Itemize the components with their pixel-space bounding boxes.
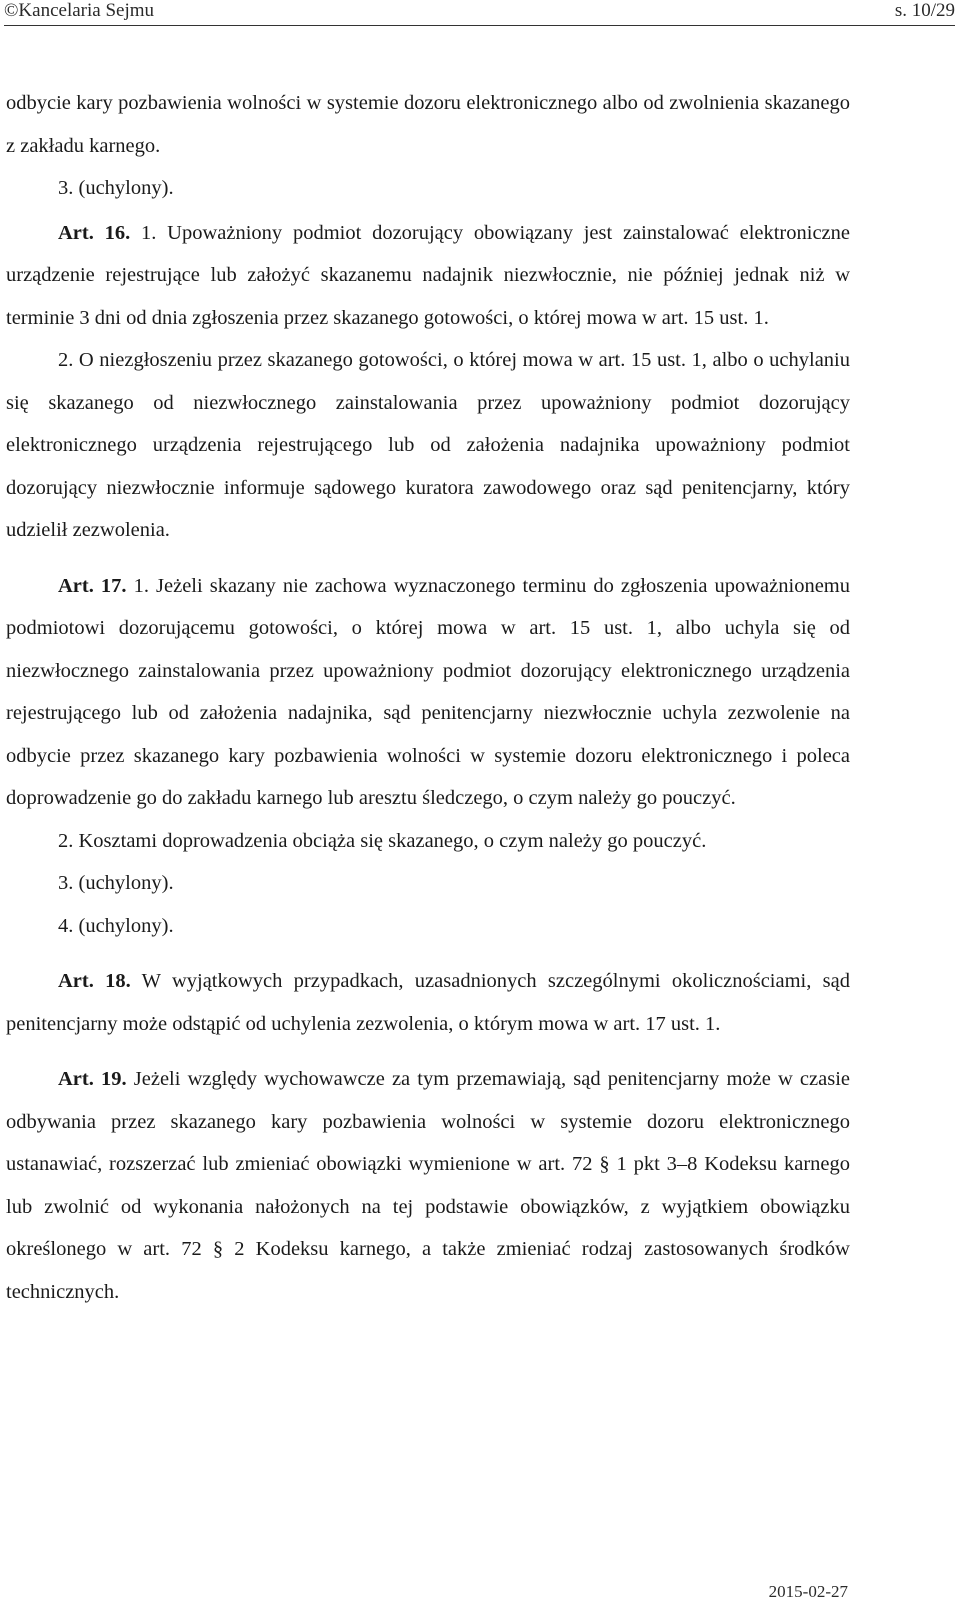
page-number: s. 10/29 <box>894 0 955 21</box>
paragraph-item <box>6 339 850 552</box>
paragraph-item <box>6 862 850 905</box>
paragraph-text: 1. Jeżeli skazany nie zachowa wyznaczonego terminu do zgłoszenia upoważnionemu podmiotowi dozorującemu gotowości, o której mowa w art. 15 ust. 1, albo uchyla się od niezwłocznego zainstalowania przez upoważniony podmiot dozorujący elektronicznego urządzenia rejestrującego lub od założenia nadajnika, sąd penitencjarny niezwłocznie uchyla zezwolenie na odbycie przez skazanego kary pozbawienia wolności w systemie dozoru elektronicznego i poleca doprowadzenie go do zakładu karnego lub aresztu śledczego, o czym należy go pouczyć. <box>6 574 850 809</box>
paragraph-text: odbycie kary pozbawienia wolności w systemie dozoru elektronicznego albo od zwolnienia skazanego z zakładu karnego. <box>6 92 850 157</box>
paragraph-text: 3. (uchylony). <box>58 872 174 894</box>
article-number: Art. 16. <box>58 221 131 244</box>
paragraph-item <box>6 820 850 863</box>
paragraph-text: 1. Upoważniony podmiot dozorujący obowiązany jest zainstalować elektroniczne urządzenie rejestrujące lub założyć skazanemu nadajnik niezwłocznie, nie później jednak niż w terminie 3 dni od dnia zgłoszenia przez skazanego gotowości, o której mowa w art. 15 ust. 1. <box>6 221 851 329</box>
page-footer <box>769 1582 848 1602</box>
copyright-label: ©Kancelaria Sejmu <box>4 0 155 21</box>
paragraph-text: Jeżeli względy wychowawcze za tym przemawiają, sąd penitencjarny może w czasie odbywania przez skazanego kary pozbawienia wolności w systemie dozoru elektronicznego ustanawiać, rozszerzać lub zmieniać obowiązki wymienione w art. 72 § 1 pkt 3–8 Kodeksu karnego lub zwolnić od wykonania nałożonych na tej podstawie obowiązków, z wyjątkiem obowiązku określonego w art. 72 § 2 Kodeksu karnego, a także zmieniać rodzaj zastosowanych środków technicznych. <box>6 1068 850 1303</box>
page-header <box>0 0 960 26</box>
article-17 <box>6 565 850 820</box>
paragraph-item <box>6 167 850 210</box>
paragraph-item <box>6 905 850 948</box>
paragraph-continuation <box>6 82 850 167</box>
article-16 <box>6 212 850 340</box>
document-body <box>6 82 850 1313</box>
paragraph-text: 3. (uchylony). <box>58 177 174 199</box>
article-number: Art. 19. <box>58 1068 127 1090</box>
article-18 <box>6 960 850 1045</box>
article-19 <box>6 1058 850 1313</box>
document-date: 2015-02-27 <box>768 1582 848 1601</box>
header-divider <box>4 25 955 26</box>
article-number: Art. 17. <box>58 574 127 597</box>
paragraph-text: W wyjątkowych przypadkach, uzasadnionych szczególnymi okolicznościami, sąd penitencjarny może odstąpić od uchylenia zezwolenia, o którym mowa w art. 17 ust. 1. <box>6 970 850 1035</box>
paragraph-text: 2. Kosztami doprowadzenia obciąża się skazanego, o czym należy go pouczyć. <box>58 829 707 852</box>
paragraph-text: 4. (uchylony). <box>58 914 174 937</box>
article-number: Art. 18. <box>58 970 131 992</box>
paragraph-text: 2. O niezgłoszeniu przez skazanego gotowości, o której mowa w art. 15 ust. 1, albo o uchylaniu się skazanego od niezwłocznego zainstalowania przez upoważniony podmiot dozorujący elektronicznego urządzenia rejestrującego lub od założenia nadajnika upoważniony podmiot dozorujący niezwłocznie informuje sądowego kuratora zawodowego oraz sąd penitencjarny, który udzielił zezwolenia. <box>6 349 850 541</box>
